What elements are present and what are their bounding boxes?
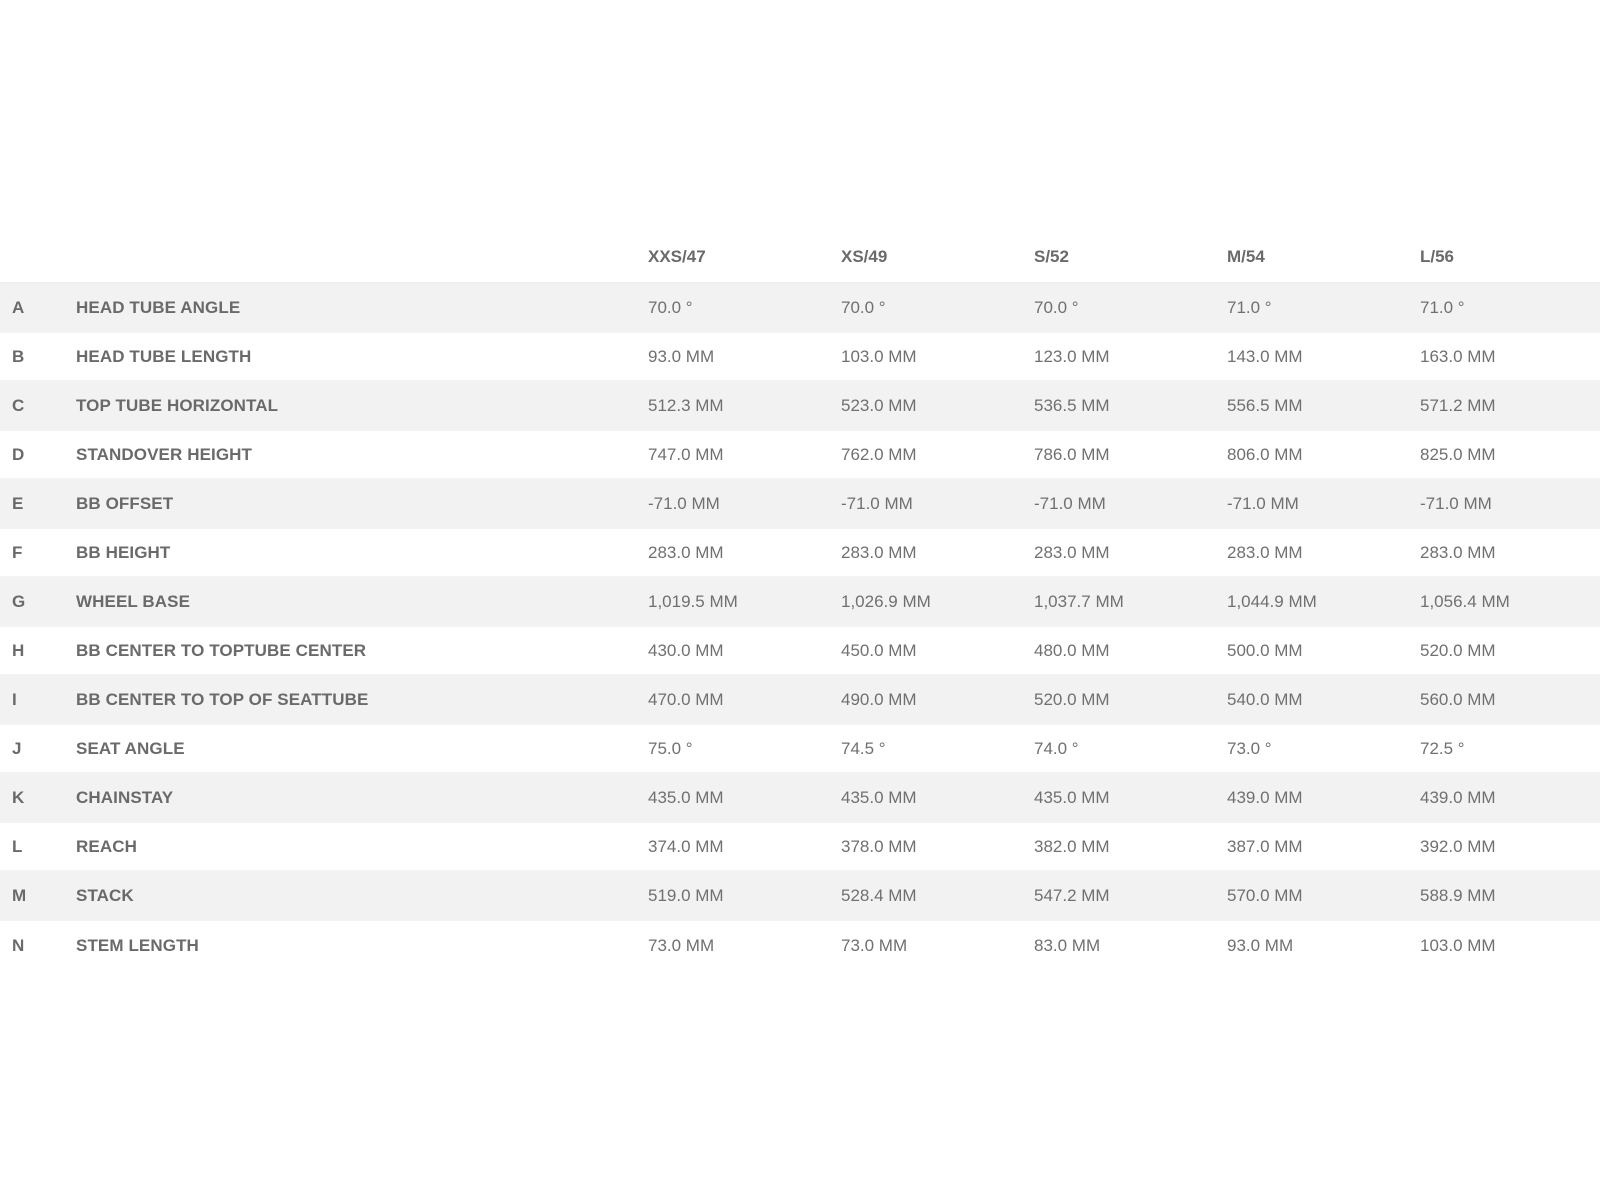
- row-value-cell: 283.0 MM: [1420, 542, 1496, 562]
- row-measurement-name: BB OFFSET: [76, 493, 174, 513]
- table-row: [0, 480, 1600, 529]
- row-value-cell: 480.0 MM: [1034, 640, 1110, 660]
- row-value-cell: -71.0 MM: [1420, 493, 1492, 513]
- row-value-cell: 1,044.9 MM: [1227, 591, 1317, 611]
- row-value-cell: 70.0 °: [1034, 297, 1079, 317]
- row-letter: G: [12, 591, 26, 611]
- row-value-cell: 571.2 MM: [1420, 395, 1496, 415]
- row-letter: L: [12, 836, 23, 856]
- row-value-cell: -71.0 MM: [841, 493, 913, 513]
- row-letter: E: [12, 493, 24, 513]
- row-value-cell: 547.2 MM: [1034, 885, 1110, 905]
- row-value-cell: 435.0 MM: [841, 787, 917, 807]
- row-value-cell: 392.0 MM: [1420, 836, 1496, 856]
- row-value-cell: 163.0 MM: [1420, 346, 1496, 366]
- row-measurement-name: SEAT ANGLE: [76, 738, 185, 758]
- row-value-cell: 71.0 °: [1227, 297, 1272, 317]
- row-value-cell: 470.0 MM: [648, 689, 724, 709]
- row-value-cell: 74.5 °: [841, 738, 886, 758]
- row-letter: J: [12, 738, 22, 758]
- row-measurement-name: BB CENTER TO TOPTUBE CENTER: [76, 640, 367, 660]
- row-measurement-name: CHAINSTAY: [76, 787, 174, 807]
- row-value-cell: 439.0 MM: [1420, 787, 1496, 807]
- row-value-cell: 523.0 MM: [841, 395, 917, 415]
- row-value-cell: 747.0 MM: [648, 444, 724, 464]
- row-value-cell: 786.0 MM: [1034, 444, 1110, 464]
- row-value-cell: 73.0 MM: [648, 936, 715, 955]
- row-value-cell: 1,019.5 MM: [648, 591, 738, 611]
- row-value-cell: -71.0 MM: [1034, 493, 1106, 513]
- row-value-cell: 283.0 MM: [1034, 542, 1110, 562]
- row-measurement-name: BB HEIGHT: [76, 542, 171, 562]
- row-value-cell: 74.0 °: [1034, 738, 1079, 758]
- table-row: [0, 284, 1600, 333]
- row-value-cell: 70.0 °: [648, 297, 693, 317]
- row-value-cell: 570.0 MM: [1227, 885, 1303, 905]
- table-header-row: [0, 232, 1600, 284]
- row-value-cell: 1,037.7 MM: [1034, 591, 1124, 611]
- row-value-cell: 283.0 MM: [841, 542, 917, 562]
- row-measurement-name: STACK: [76, 885, 134, 905]
- row-value-cell: 806.0 MM: [1227, 444, 1303, 464]
- row-value-cell: -71.0 MM: [1227, 493, 1299, 513]
- row-value-cell: 1,026.9 MM: [841, 591, 931, 611]
- row-letter: I: [12, 689, 17, 709]
- row-letter: A: [12, 297, 25, 317]
- row-value-cell: 528.4 MM: [841, 885, 917, 905]
- row-value-cell: 560.0 MM: [1420, 689, 1496, 709]
- row-value-cell: 123.0 MM: [1034, 346, 1110, 366]
- table-row: [0, 529, 1600, 578]
- table-row: [0, 725, 1600, 774]
- row-value-cell: 93.0 MM: [1227, 936, 1294, 955]
- row-value-cell: 430.0 MM: [648, 640, 724, 660]
- row-value-cell: 283.0 MM: [1227, 542, 1303, 562]
- table-row: [0, 872, 1600, 921]
- table-row: [0, 627, 1600, 676]
- row-letter: K: [12, 787, 25, 807]
- row-value-cell: 93.0 MM: [648, 346, 715, 366]
- table-row: [0, 823, 1600, 872]
- row-measurement-name: STANDOVER HEIGHT: [76, 444, 253, 464]
- row-value-cell: 450.0 MM: [841, 640, 917, 660]
- row-measurement-name: HEAD TUBE LENGTH: [76, 346, 252, 366]
- table-row: [0, 578, 1600, 627]
- row-value-cell: 556.5 MM: [1227, 395, 1303, 415]
- row-value-cell: 70.0 °: [841, 297, 886, 317]
- row-value-cell: 435.0 MM: [1034, 787, 1110, 807]
- header-size-m: M/54: [1227, 247, 1265, 266]
- row-value-cell: 378.0 MM: [841, 836, 917, 856]
- row-measurement-name: REACH: [76, 836, 137, 856]
- row-value-cell: 374.0 MM: [648, 836, 724, 856]
- row-value-cell: 387.0 MM: [1227, 836, 1303, 856]
- row-letter: M: [12, 885, 27, 905]
- row-value-cell: 103.0 MM: [1420, 936, 1496, 955]
- row-measurement-name: BB CENTER TO TOP OF SEATTUBE: [76, 689, 369, 709]
- row-value-cell: 103.0 MM: [841, 346, 917, 366]
- row-value-cell: 536.5 MM: [1034, 395, 1110, 415]
- row-letter: H: [12, 640, 25, 660]
- row-value-cell: 382.0 MM: [1034, 836, 1110, 856]
- row-value-cell: 520.0 MM: [1034, 689, 1110, 709]
- table-row: [0, 921, 1600, 971]
- row-value-cell: 540.0 MM: [1227, 689, 1303, 709]
- header-size-s: S/52: [1034, 247, 1069, 266]
- row-value-cell: 439.0 MM: [1227, 787, 1303, 807]
- row-value-cell: 1,056.4 MM: [1420, 591, 1510, 611]
- row-value-cell: 71.0 °: [1420, 297, 1465, 317]
- row-value-cell: 72.5 °: [1420, 738, 1465, 758]
- row-measurement-name: STEM LENGTH: [76, 936, 199, 955]
- table-row: [0, 774, 1600, 823]
- row-value-cell: 500.0 MM: [1227, 640, 1303, 660]
- row-letter: N: [12, 936, 25, 955]
- row-value-cell: 143.0 MM: [1227, 346, 1303, 366]
- row-value-cell: 588.9 MM: [1420, 885, 1496, 905]
- header-size-xxs: XXS/47: [648, 247, 706, 266]
- table-row: [0, 431, 1600, 480]
- row-measurement-name: TOP TUBE HORIZONTAL: [76, 395, 279, 415]
- row-value-cell: 435.0 MM: [648, 787, 724, 807]
- table-row: [0, 676, 1600, 725]
- row-value-cell: 283.0 MM: [648, 542, 724, 562]
- table-row: [0, 333, 1600, 382]
- row-measurement-name: HEAD TUBE ANGLE: [76, 297, 241, 317]
- table-row: [0, 382, 1600, 431]
- row-value-cell: 73.0 °: [1227, 738, 1272, 758]
- row-letter: D: [12, 444, 25, 464]
- header-size-l: L/56: [1420, 247, 1455, 266]
- row-value-cell: 520.0 MM: [1420, 640, 1496, 660]
- row-value-cell: 512.3 MM: [648, 395, 724, 415]
- header-size-xs: XS/49: [841, 247, 888, 266]
- geometry-table: [0, 232, 1600, 971]
- table-body: [0, 284, 1600, 971]
- row-letter: F: [12, 542, 23, 562]
- row-letter: B: [12, 346, 25, 366]
- row-value-cell: 762.0 MM: [841, 444, 917, 464]
- row-value-cell: 73.0 MM: [841, 936, 908, 955]
- row-value-cell: 83.0 MM: [1034, 936, 1101, 955]
- row-value-cell: 75.0 °: [648, 738, 693, 758]
- row-value-cell: 825.0 MM: [1420, 444, 1496, 464]
- row-value-cell: 490.0 MM: [841, 689, 917, 709]
- row-measurement-name: WHEEL BASE: [76, 591, 191, 611]
- row-value-cell: -71.0 MM: [648, 493, 720, 513]
- row-value-cell: 519.0 MM: [648, 885, 724, 905]
- row-letter: C: [12, 395, 25, 415]
